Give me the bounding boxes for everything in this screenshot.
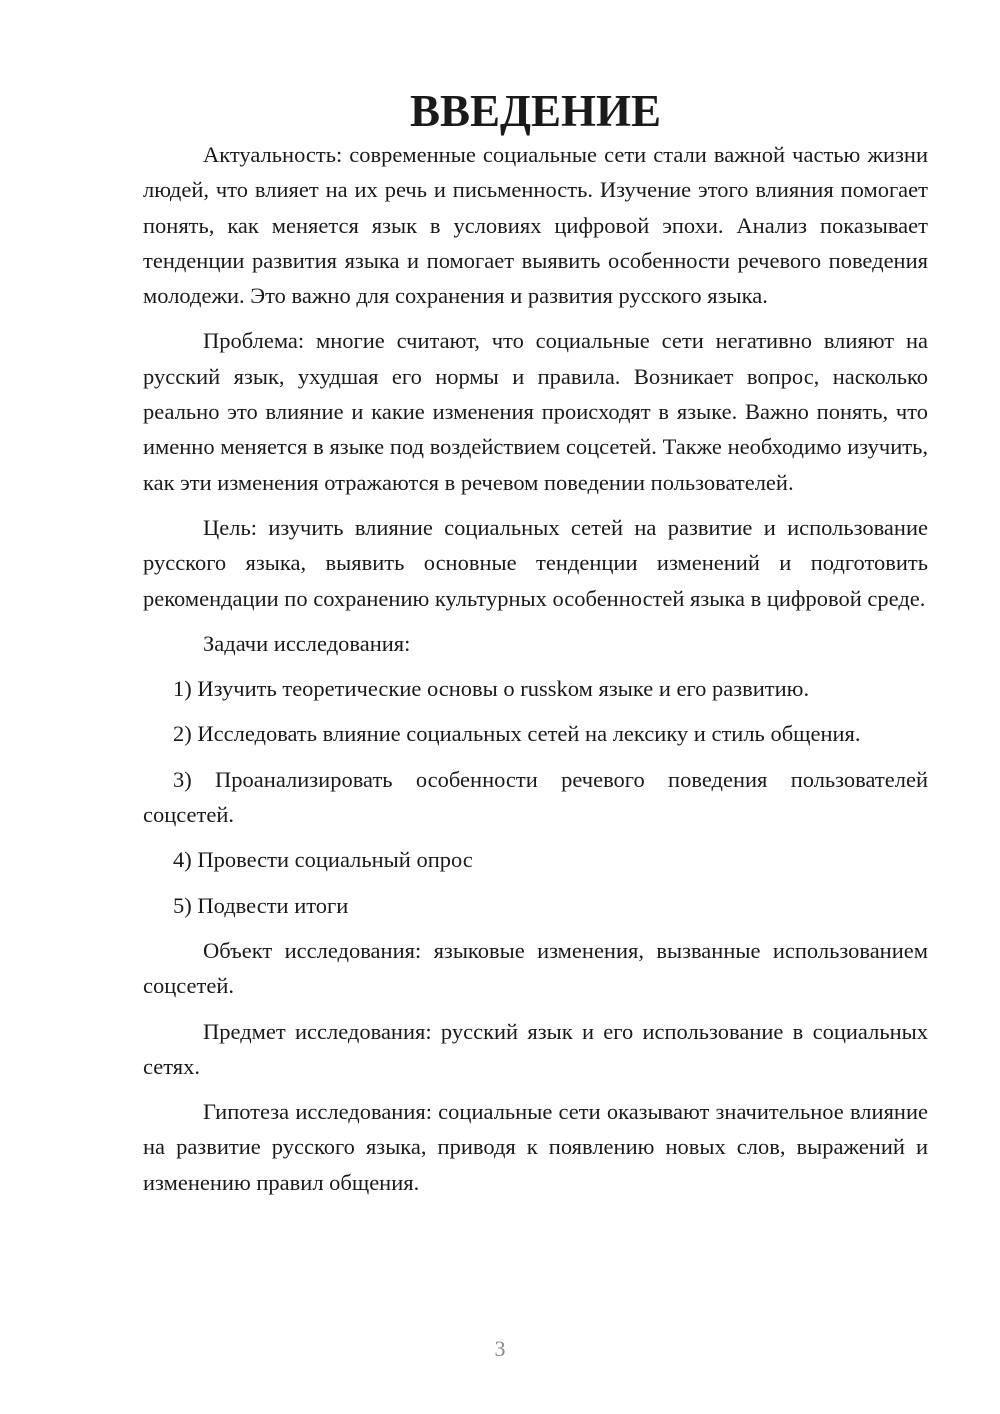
paragraph-subject: Предмет исследования: русский язык и его использование в социальных сетях. (143, 1018, 928, 1079)
paragraph-hypothesis: Гипотеза исследования: социальные сети оказывают значительное влияние на развитие русского языка, приводя к появлению новых слов, выражений и изменению правил общения. (143, 1099, 928, 1195)
paragraph-relevance: Актуальность: современные социальные сети стали важной частью жизни людей, что влияет на их речь и письменность. Изучение этого влияния помогает понять, как меняется язык в условиях цифровой эпохи. Анализ показывает тенденции развития языка и помогает выявить особенности речевого поведения молодежи. Это важно для сохранения и развития русского языка. (143, 142, 928, 309)
paragraph-problem: Проблема: многие считают, что социальные сети негативно влияют на русский язык, ухудшая его нормы и правила. Возникает вопрос, насколько реально это влияние и какие изменения происходят в языке. Важно понять, что именно меняется в языке под воздействием соцсетей. Также необходимо изучить, как эти изменения отражаются в речевом поведении пользователей. (143, 328, 928, 495)
paragraph-goal: Цель: изучить влияние социальных сетей на развитие и использование русского языка, выявить основные тенденции изменений и подготовить рекомендации по сохранению культурных особенностей языка в цифровой среде. (143, 514, 928, 611)
task-item-3: 3) Проанализировать особенности речевого поведения пользователей соцсетей. (143, 766, 928, 828)
page-content (143, 86, 928, 1210)
task-item-1: 1) Изучить теоретические основы о russkом языке и его развитию. (173, 676, 810, 702)
paragraph-object: Объект исследования: языковые изменения, вызванные использованием соцсетей. (143, 937, 928, 999)
tasks-intro: Задачи исследования: (203, 630, 411, 656)
page-number: 3 (494, 1336, 506, 1361)
task-item-5: 5) Подвести итоги (173, 892, 349, 918)
task-item-4: 4) Провести социальный опрос (173, 847, 473, 873)
task-item-2: 2) Исследовать влияние социальных сетей на лексику и стиль общения. (173, 721, 861, 747)
page-heading: ВВЕДЕНИЕ (409, 86, 662, 136)
